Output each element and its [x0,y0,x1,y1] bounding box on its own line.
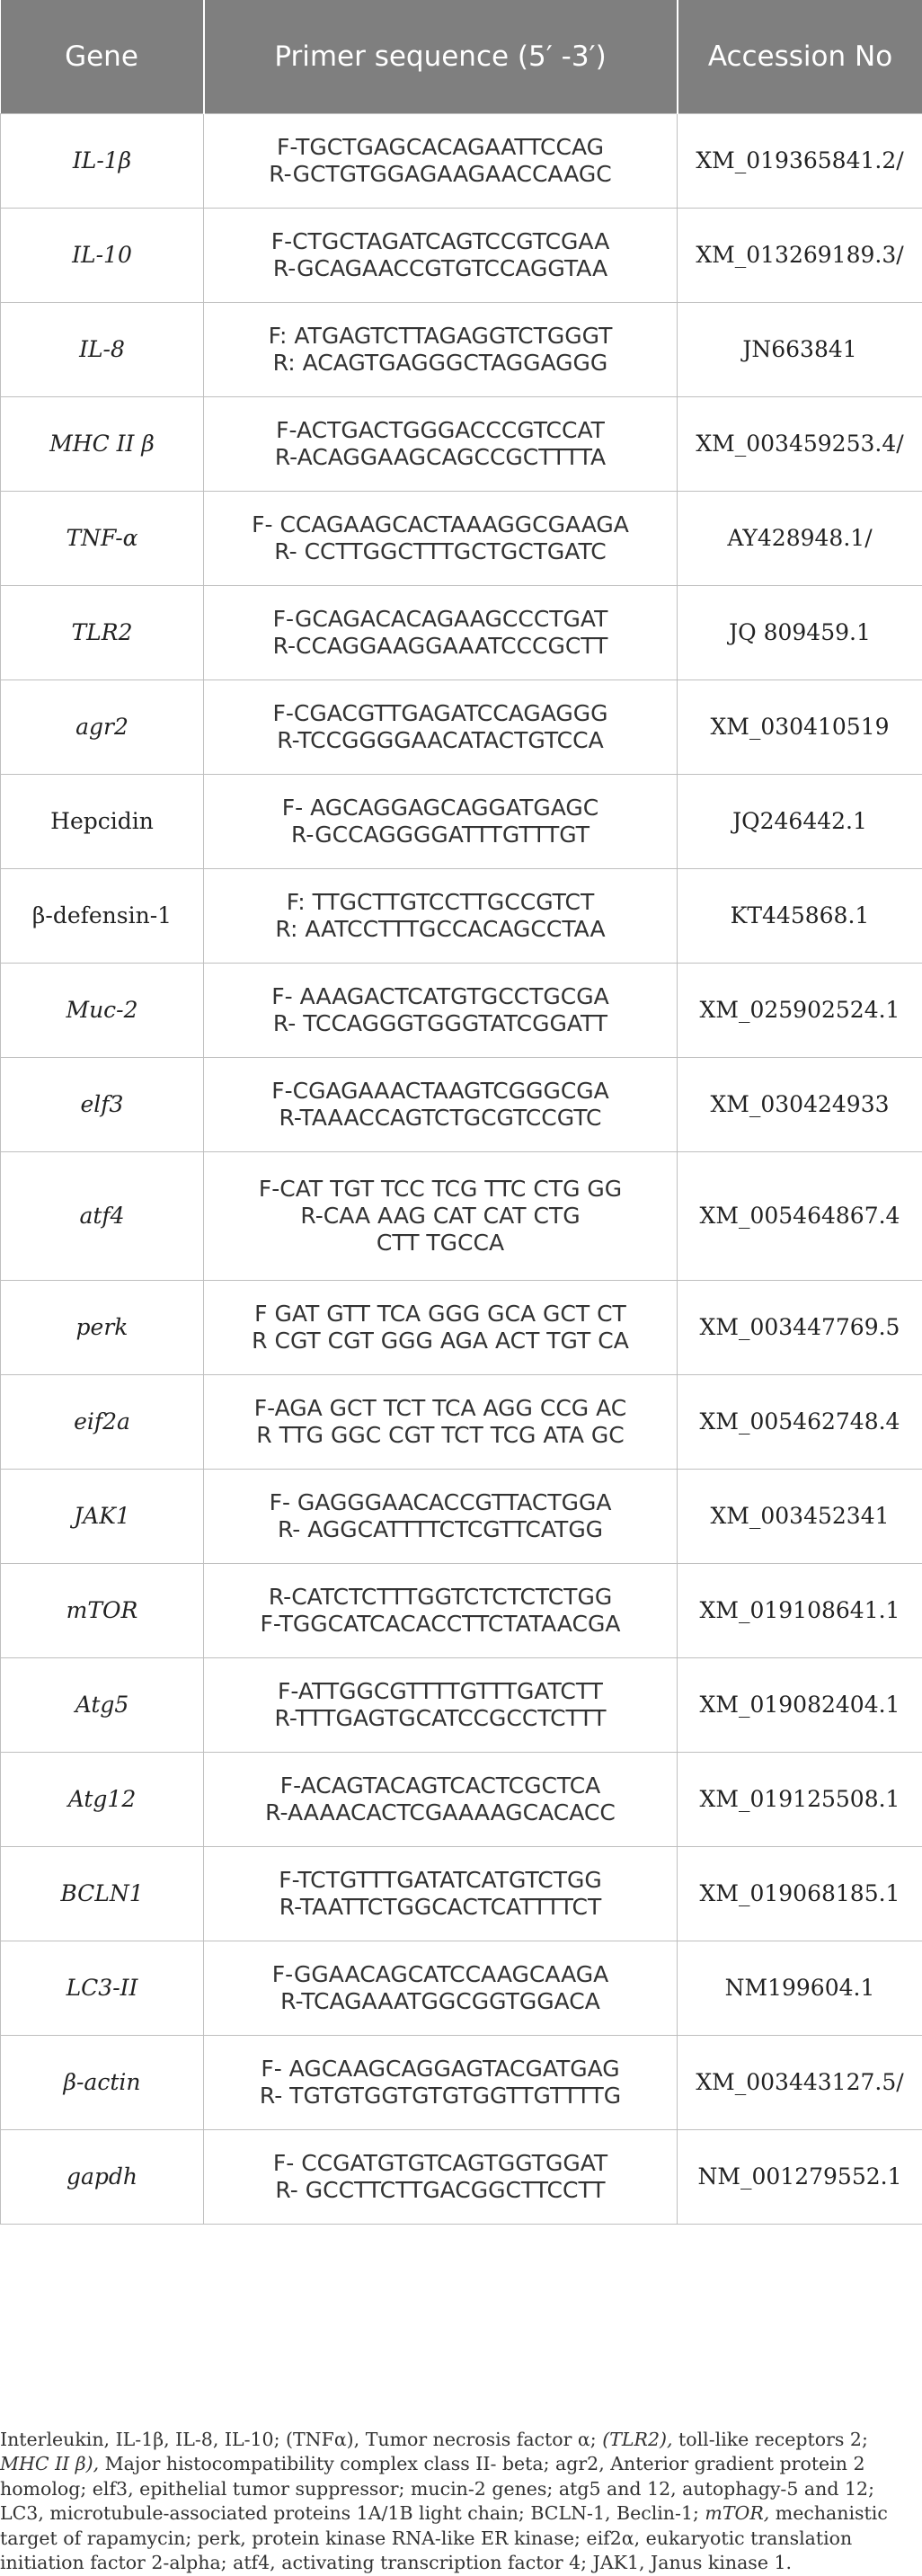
primer-sequence-cell [204,2036,678,2130]
primer-sequence-cell [204,1847,678,1941]
primer-line: R: AATCCTTTGCCACAGCCTAA [211,916,669,943]
accession-cell: JQ 809459.1 [678,586,922,680]
primer-line: CTT TGCCA [211,1230,669,1257]
gene-cell: TNF-α [1,492,204,586]
footnote-segment: mechanistic target of rapamycin; perk, protein kinase RNA-like ER kinase; eif2α, eukaryotic translation initiation factor 2-alpha; atf4, activating transcription factor 4; JAK1, Janus kinase 1. [0,2502,888,2573]
accession-cell: XM_019068185.1 [678,1847,922,1941]
primer-line: R-CCAGGAAGGAAATCCCGCTT [211,633,669,660]
primer-line: F-CGACGTTGAGATCCAGAGGG [211,700,669,727]
primer-line: R-ACAGGAAGCAGCCGCTTTTA [211,444,669,471]
primer-line: R-GCCAGGGGATTTGTTTGT [211,822,669,848]
gene-cell: agr2 [1,680,204,775]
primer-line: F: ATGAGTCTTAGAGGTCTGGGT [211,323,669,350]
table-row [1,114,922,209]
accession-cell: XM_003443127.5/ [678,2036,922,2130]
primer-line: F-CTGCTAGATCAGTCCGTCGAA [211,228,669,255]
table-row [1,1281,922,1375]
primer-line: F-TGCTGAGCACAGAATTCCAG [211,134,669,161]
gene-cell: gapdh [1,2130,204,2225]
gene-cell: elf3 [1,1058,204,1152]
footnote-segment: (TLR2), [602,2429,672,2450]
primer-line: F- AGCAGGAGCAGGATGAGC [211,795,669,822]
primer-line: R TTG GGC CGT TCT TCG ATA GC [211,1422,669,1449]
header-gene: Gene [1,0,204,114]
table-row [1,1941,922,2036]
gene-cell: Muc-2 [1,964,204,1058]
gene-cell: Atg12 [1,1753,204,1847]
gene-cell: Hepcidin [1,775,204,869]
gene-cell: TLR2 [1,586,204,680]
primer-line: F- CCGATGTGTCAGTGGTGGAT [211,2150,669,2177]
primer-sequence-cell [204,303,678,397]
accession-cell: XM_005462748.4 [678,1375,922,1470]
gene-cell: BCLN1 [1,1847,204,1941]
accession-cell: XM_019108641.1 [678,1564,922,1658]
accession-cell: KT445868.1 [678,869,922,964]
gene-cell: atf4 [1,1152,204,1281]
gene-cell: IL-10 [1,209,204,303]
table-row [1,2130,922,2225]
primer-line: R: ACAGTGAGGGCTAGGAGGG [211,350,669,377]
table-footnote [0,2428,908,2576]
primer-line: R-CAA AAG CAT CAT CTG [211,1203,669,1230]
table-header [1,0,922,114]
accession-cell: XM_019365841.2/ [678,114,922,209]
primer-line: R- TCCAGGGTGGGTATCGGATT [211,1010,669,1037]
table-row [1,209,922,303]
gene-cell: IL-8 [1,303,204,397]
table-row [1,680,922,775]
table-row [1,586,922,680]
accession-cell: XM_003447769.5 [678,1281,922,1375]
table-row [1,964,922,1058]
accession-cell: XM_019082404.1 [678,1658,922,1753]
header-primer-sequence: Primer sequence (5′ -3′) [204,0,678,114]
primer-line: R-TCAGAAATGGCGGTGGACA [211,1988,669,2015]
primer-sequence-cell [204,1375,678,1470]
primer-line: F-GCAGACACAGAAGCCCTGAT [211,606,669,633]
primer-sequence-cell [204,586,678,680]
primer-line: F-ACAGTACAGTCACTCGCTCA [211,1772,669,1799]
primer-line: R-TAAACCAGTCTGCGTCCGTC [211,1105,669,1132]
primer-line: F- AAAGACTCATGTGCCTGCGA [211,983,669,1010]
primer-sequence-cell [204,1152,678,1281]
table-row [1,869,922,964]
gene-cell: LC3-II [1,1941,204,2036]
primer-sequence-cell [204,775,678,869]
primer-line: R- AGGCATTTTCTCGTTCATGG [211,1516,669,1543]
primer-sequence-cell [204,1658,678,1753]
primer-line: F-CAT TGT TCC TCG TTC CTG GG [211,1176,669,1203]
gene-cell: β-defensin-1 [1,869,204,964]
gene-cell: β-actin [1,2036,204,2130]
primer-line: R- GCCTTCTTGACGGCTTCCTT [211,2177,669,2204]
table-row [1,397,922,492]
primer-line: F-AGA GCT TCT TCA AGG CCG AC [211,1395,669,1422]
primer-line: R- TGTGTGGTGTGTGGTTGTTTTG [211,2083,669,2110]
primer-line: F- CCAGAAGCACTAAAGGCGAAGA [211,511,669,538]
table-row [1,2036,922,2130]
primer-line: R-GCAGAACCGTGTCCAGGTAA [211,255,669,282]
accession-cell: XM_003459253.4/ [678,397,922,492]
primer-sequence-cell [204,2130,678,2225]
accession-cell: XM_030424933 [678,1058,922,1152]
footnote-segment: toll-like receptors 2; [673,2429,868,2450]
footnote-segment: Interleukin, IL-1β, IL-8, IL-10; (TNFα), Tumor necrosis factor α; [0,2429,602,2450]
primer-sequence-cell [204,492,678,586]
footnote-segment: Major histocompatibility complex class II- beta; agr2, Anterior gradient protein 2 homolog; elf3, epithelial tumor suppressor; mucin-2 genes; atg5 and 12, autophagy-5 and 12; LC3, microtubule-associated proteins 1A/1B light chain; BCLN-1, Beclin-1; [0,2453,874,2524]
primer-sequence-cell [204,1281,678,1375]
accession-cell: XM_013269189.3/ [678,209,922,303]
header-accession-no: Accession No [678,0,922,114]
accession-cell: NM_001279552.1 [678,2130,922,2225]
primer-sequence-cell [204,680,678,775]
primer-sequence-cell [204,1470,678,1564]
footnote-segment: mTOR, [705,2502,769,2524]
gene-cell: JAK1 [1,1470,204,1564]
primer-line: R-AAAACACTCGAAAAGCACACC [211,1799,669,1826]
header-row [1,0,922,114]
primer-line: R-CATCTCTTTGGTCTCTCTCTGG [211,1584,669,1611]
primer-line: F GAT GTT TCA GGG GCA GCT CT [211,1301,669,1328]
primer-line: F-GGAACAGCATCCAAGCAAGA [211,1961,669,1988]
primer-line: F: TTGCTTGTCCTTGCCGTCT [211,889,669,916]
primer-line: R-TAATTCTGGCACTCATTTTCT [211,1894,669,1921]
footnote-segment: MHC II β), [0,2453,99,2474]
primer-line: R CGT CGT GGG AGA ACT TGT CA [211,1328,669,1355]
primer-line: R-TTTGAGTGCATCCGCCTCTTT [211,1705,669,1732]
primer-line: F- GAGGGAACACCGTTACTGGA [211,1489,669,1516]
accession-cell: AY428948.1/ [678,492,922,586]
primer-sequence-cell [204,964,678,1058]
gene-cell: mTOR [1,1564,204,1658]
primer-line: R- CCTTGGCTTTGCTGCTGATC [211,538,669,565]
table-row [1,1375,922,1470]
table-row [1,492,922,586]
primer-sequence-cell [204,1941,678,2036]
accession-cell: XM_019125508.1 [678,1753,922,1847]
primer-line: F- AGCAAGCAGGAGTACGATGAG [211,2056,669,2083]
accession-cell: XM_005464867.4 [678,1152,922,1281]
accession-cell: XM_030410519 [678,680,922,775]
gene-cell: MHC II β [1,397,204,492]
table-row [1,1847,922,1941]
primer-line: F-TGGCATCACACCTTCTATAACGA [211,1611,669,1638]
table-row [1,775,922,869]
primer-line: F-CGAGAAACTAAGTCGGGCGA [211,1078,669,1105]
accession-cell: JQ246442.1 [678,775,922,869]
accession-cell: XM_025902524.1 [678,964,922,1058]
primer-sequence-cell [204,209,678,303]
primer-sequence-cell [204,1058,678,1152]
primer-sequence-cell [204,114,678,209]
primer-line: F-ACTGACTGGGACCCGTCCAT [211,417,669,444]
table-row [1,1658,922,1753]
gene-cell: Atg5 [1,1658,204,1753]
primer-line: R-TCCGGGGAACATACTGTCCA [211,727,669,754]
table-row [1,1753,922,1847]
gene-cell: perk [1,1281,204,1375]
table-row [1,1152,922,1281]
primer-line: R-GCTGTGGAGAAGAACCAAGC [211,161,669,188]
primer-sequence-cell [204,397,678,492]
table-row [1,1470,922,1564]
gene-cell: IL-1β [1,114,204,209]
table-row [1,1058,922,1152]
accession-cell: XM_003452341 [678,1470,922,1564]
table-row [1,303,922,397]
primer-sequence-cell [204,1564,678,1658]
gene-cell: eif2a [1,1375,204,1470]
primer-line: F-TCTGTTTGATATCATGTCTGG [211,1867,669,1894]
accession-cell: NM199604.1 [678,1941,922,2036]
primer-line: F-ATTGGCGTTTTGTTTGATCTT [211,1678,669,1705]
table-body [1,114,922,2225]
accession-cell: JN663841 [678,303,922,397]
primer-sequence-cell [204,869,678,964]
primer-sequence-cell [204,1753,678,1847]
table-row [1,1564,922,1658]
